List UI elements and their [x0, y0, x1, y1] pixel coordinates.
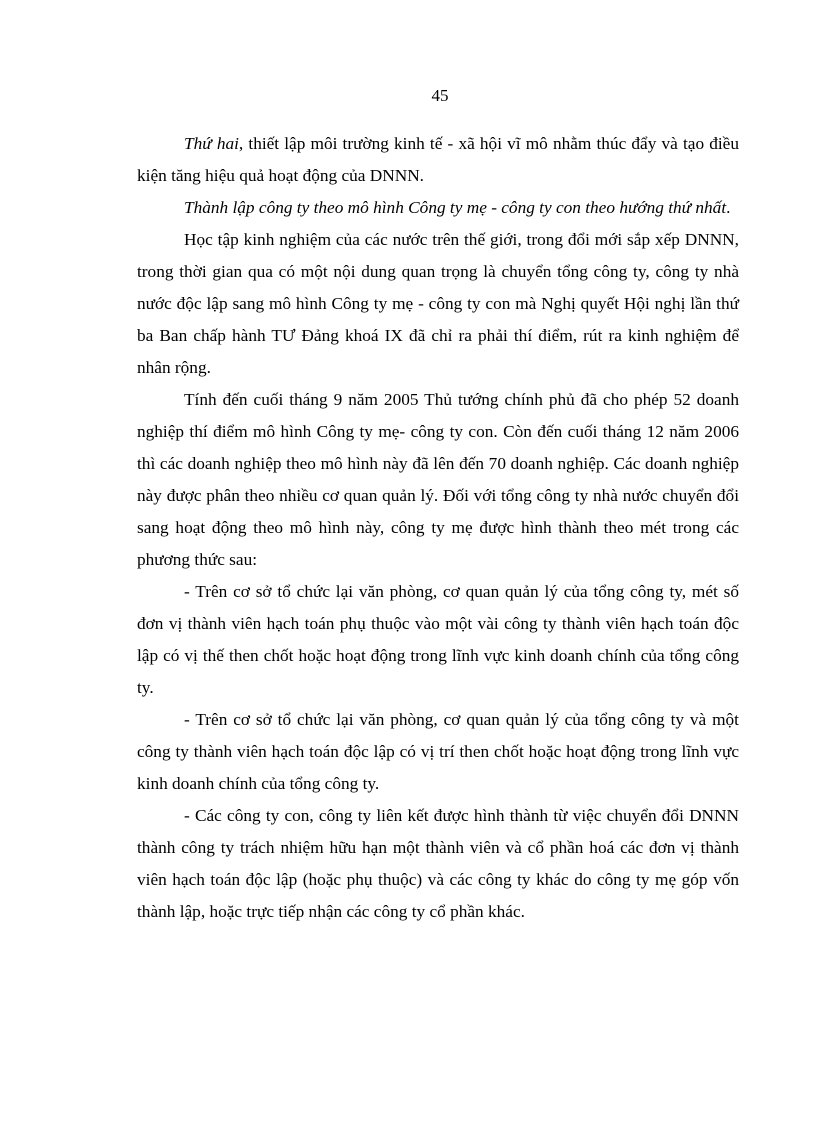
page-number: 45: [431, 86, 449, 105]
document-body: [137, 128, 739, 928]
italic-lead: Thứ hai: [184, 134, 239, 153]
italic-heading: Thành lập công ty theo mô hình Công ty mẹ - công ty con theo hướng thứ nhất: [184, 198, 727, 217]
paragraph-thu-hai: [137, 128, 739, 192]
paragraph-bullet-2: - Trên cơ sở tổ chức lại văn phòng, cơ quan quản lý của tổng công ty và một công ty thành viên hạch toán độc lập có vị trí then chốt hoặc hoạt động trong lĩnh vực kinh doanh chính của tổng công ty.: [137, 710, 739, 793]
paragraph-text: , thiết lập môi trường kinh tế - xã hội vĩ mô nhằm thúc đẩy và tạo điều kiện tăng hiệu quả hoạt động của DNNN.: [137, 134, 739, 185]
paragraph-text: .: [726, 198, 731, 217]
paragraph-bullet-3: - Các công ty con, công ty liên kết được hình thành từ việc chuyển đổi DNNN thành công ty trách nhiệm hữu hạn một thành viên và cổ phần hoá các đơn vị thành viên hạch toán độc lập (hoặc phụ thuộc) và các công ty khác do công ty mẹ góp vốn thành lập, hoặc trực tiếp nhận các công ty cổ phần khác.: [137, 806, 739, 921]
paragraph-hoc-tap: Học tập kinh nghiệm của các nước trên thế giới, trong đổi mới sắp xếp DNNN, trong thời gian qua có một nội dung quan trọng là chuyển tổng công ty, công ty nhà nước độc lập sang mô hình Công ty mẹ - công ty con mà Nghị quyết Hội nghị lần thứ ba Ban chấp hành TƯ Đảng khoá IX đã chỉ ra phải thí điểm, rút ra kinh nghiệm để nhân rộng.: [137, 230, 739, 377]
paragraph-bullet-1: - Trên cơ sở tổ chức lại văn phòng, cơ quan quản lý của tổng công ty, mét số đơn vị thành viên hạch toán phụ thuộc vào một vài công ty thành viên hạch toán độc lập có vị thế then chốt hoặc hoạt động trong lĩnh vực kinh doanh chính của tổng công ty.: [137, 582, 739, 697]
paragraph-tinh-den: Tính đến cuối tháng 9 năm 2005 Thủ tướng chính phủ đã cho phép 52 doanh nghiệp thí điểm mô hình Công ty mẹ- công ty con. Còn đến cuối tháng 12 năm 2006 thì các doanh nghiệp theo mô hình này đã lên đến 70 doanh nghiệp. Các doanh nghiệp này được phân theo nhiều cơ quan quản lý. Đối với tổng công ty nhà nước chuyển đổi sang hoạt động theo mô hình này, công ty mẹ được hình thành theo mét trong các phương thức sau:: [137, 390, 739, 569]
paragraph-heading-italic: [137, 192, 739, 224]
